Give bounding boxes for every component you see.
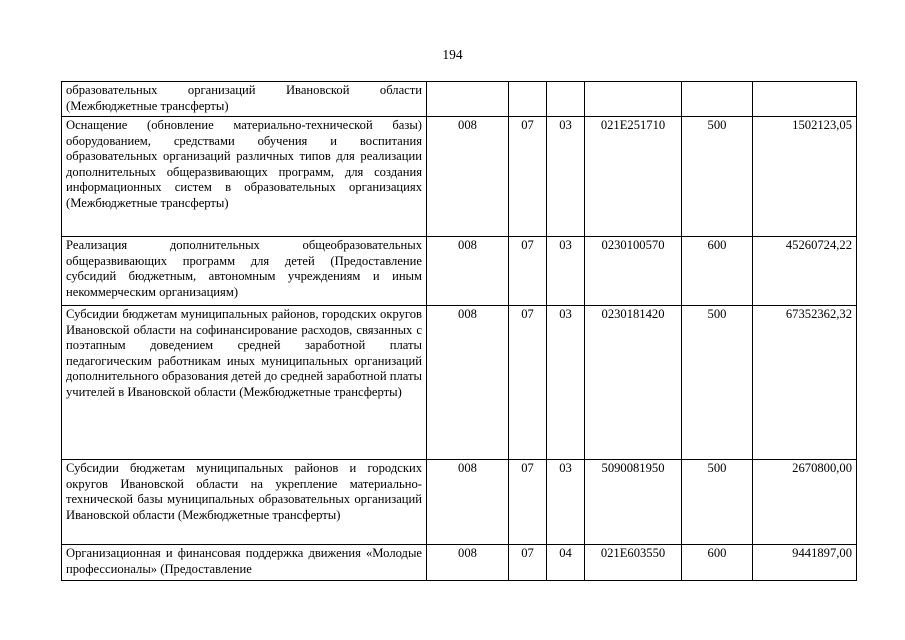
budget-table xyxy=(61,81,857,581)
table-row xyxy=(62,545,857,581)
row-ministry-code: 008 xyxy=(427,117,509,237)
table-row xyxy=(62,82,857,117)
row-description: Субсидии бюджетам муниципальных районов и городских округов Ивановской области на укрепление материально-технической базы муниципальных образовательных организаций Ивановской области (Межбюджетные трансферты) xyxy=(62,460,427,545)
row-amount xyxy=(753,82,857,117)
row-subsection-code: 03 xyxy=(547,117,585,237)
table-row xyxy=(62,237,857,306)
row-expense-type: 500 xyxy=(682,117,753,237)
row-expense-type: 500 xyxy=(682,306,753,460)
row-description: Реализация дополнительных общеобразовательных общеразвивающих программ для детей (Предоставление субсидий бюджетным, автономным учреждениям и иным некоммерческим организациям) xyxy=(62,237,427,306)
row-description: Организационная и финансовая поддержка движения «Молодые профессионалы» (Предоставление xyxy=(62,545,427,581)
row-ministry-code: 008 xyxy=(427,237,509,306)
row-expense-type: 600 xyxy=(682,237,753,306)
row-section-code: 07 xyxy=(509,117,547,237)
row-target-article: 0230181420 xyxy=(585,306,682,460)
row-section-code: 07 xyxy=(509,306,547,460)
row-ministry-code: 008 xyxy=(427,306,509,460)
row-target-article: 5090081950 xyxy=(585,460,682,545)
page-number: 194 xyxy=(442,47,463,62)
row-section-code: 07 xyxy=(509,460,547,545)
row-section-code: 07 xyxy=(509,237,547,306)
row-ministry-code xyxy=(427,82,509,117)
row-description: образовательных организаций Ивановской области (Межбюджетные трансферты) xyxy=(62,82,427,117)
table-row xyxy=(62,460,857,545)
table-row xyxy=(62,117,857,237)
row-target-article: 0230100570 xyxy=(585,237,682,306)
row-subsection-code: 03 xyxy=(547,460,585,545)
row-amount: 9441897,00 xyxy=(753,545,857,581)
row-expense-type xyxy=(682,82,753,117)
row-amount: 45260724,22 xyxy=(753,237,857,306)
row-description: Субсидии бюджетам муниципальных районов, городских округов Ивановской области на софинансирование расходов, связанных с поэтапным доведением средней заработной платы педагогическим работникам иных муниципальных организаций дополнительного образования детей до средней заработной платы учителей в Ивановской области (Межбюджетные трансферты) xyxy=(62,306,427,460)
row-subsection-code: 03 xyxy=(547,237,585,306)
row-target-article: 021E603550 xyxy=(585,545,682,581)
row-ministry-code: 008 xyxy=(427,460,509,545)
row-section-code xyxy=(509,82,547,117)
row-target-article xyxy=(585,82,682,117)
row-expense-type: 500 xyxy=(682,460,753,545)
row-amount: 2670800,00 xyxy=(753,460,857,545)
row-subsection-code: 04 xyxy=(547,545,585,581)
row-description: Оснащение (обновление материально-технической базы) оборудованием, средствами обучения и воспитания образовательных организаций различных типов для реализации дополнительных общеразвивающих программ, для создания информационных систем в образовательных организациях (Межбюджетные трансферты) xyxy=(62,117,427,237)
row-subsection-code xyxy=(547,82,585,117)
table-row xyxy=(62,306,857,460)
row-subsection-code: 03 xyxy=(547,306,585,460)
row-target-article: 021E251710 xyxy=(585,117,682,237)
row-ministry-code: 008 xyxy=(427,545,509,581)
row-expense-type: 600 xyxy=(682,545,753,581)
row-section-code: 07 xyxy=(509,545,547,581)
row-amount: 67352362,32 xyxy=(753,306,857,460)
row-amount: 1502123,05 xyxy=(753,117,857,237)
